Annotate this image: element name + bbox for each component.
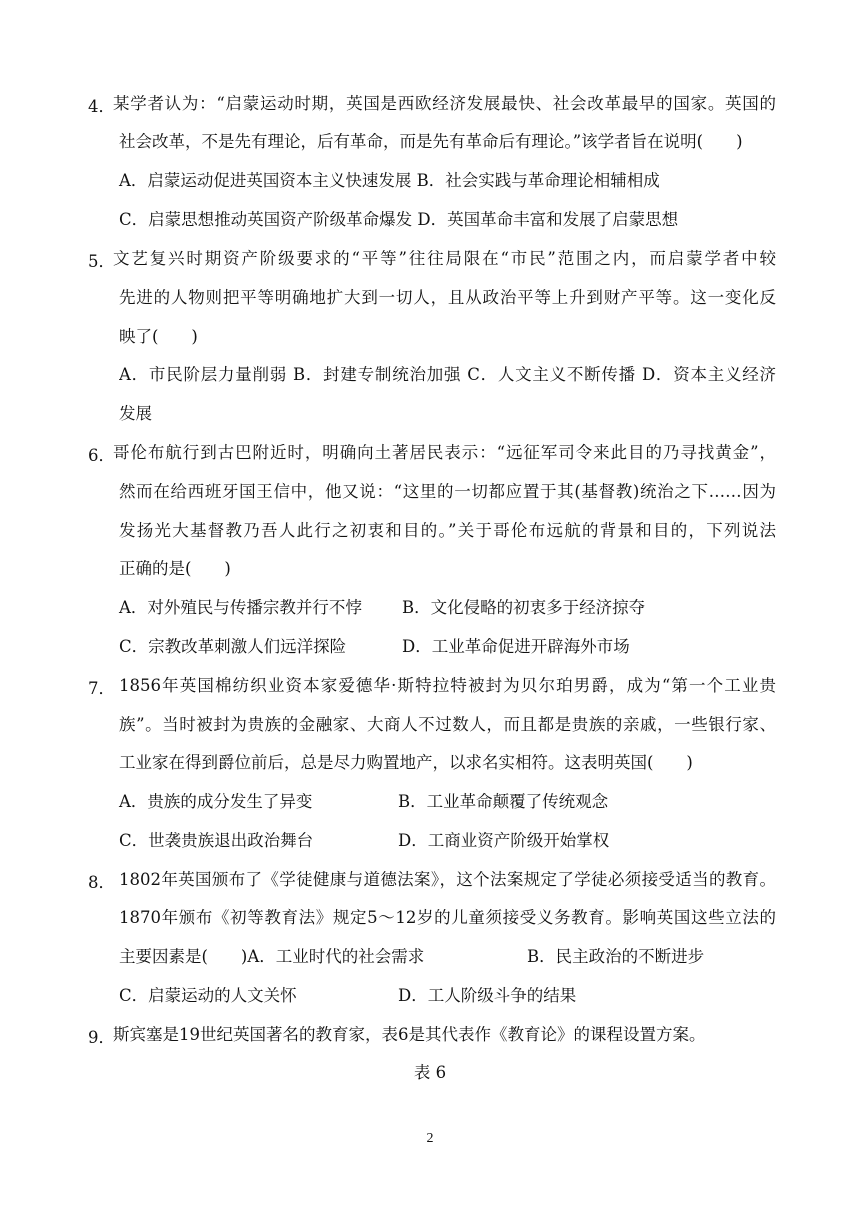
question-7-option-c: C．世袭贵族退出政治舞台 bbox=[119, 831, 314, 850]
question-8-line-2: 1870年颁布《初等教育法》规定5～12岁的儿童须接受义务教育。影响英国这些立法的 bbox=[119, 908, 776, 927]
question-6-option-b: B．文化侵略的初衷多于经济掠夺 bbox=[402, 598, 646, 617]
question-6-line-2: 然而在给西班牙国王信中，他又说：“这里的一切都应置于其(基督教)统治之下……因为 bbox=[119, 482, 776, 501]
question-5-line-3: 映了( ) bbox=[119, 327, 198, 346]
question-5-options-line-1: A．市民阶层力量削弱 B．封建专制统治加强 C．人文主义不断传播 D．资本主义经济 bbox=[119, 365, 776, 384]
question-5-line-2: 先进的人物则把平等明确地扩大到一切人，且从政治平等上升到财产平等。这一变化反 bbox=[119, 288, 776, 307]
page-number: 2 bbox=[426, 1131, 434, 1146]
question-7-line-2: 族”。当时被封为贵族的金融家、大商人不过数人，而且都是贵族的亲戚，一些银行家、 bbox=[119, 715, 776, 734]
question-8-number: 8． bbox=[88, 873, 115, 892]
question-5-options-line-2: 发展 bbox=[119, 404, 152, 423]
question-5-number: 5． bbox=[88, 252, 115, 271]
question-8-line-1: 1802年英国颁布了《学徒健康与道德法案》，这个法案规定了学徒必须接受适当的教育。 bbox=[119, 870, 776, 889]
question-7-option-a: A．贵族的成分发生了异变 bbox=[119, 792, 313, 811]
question-4-number: 4． bbox=[88, 97, 115, 116]
question-5-line-1: 文艺复兴时期资产阶级要求的“平等”往往局限在“市民”范围之内，而启蒙学者中较 bbox=[113, 249, 776, 268]
question-8-line-3: 主要因素是( )A．工业时代的社会需求 bbox=[119, 947, 425, 966]
question-6-line-3: 发扬光大基督教乃吾人此行之初衷和目的。”关于哥伦布远航的背景和目的，下列说法 bbox=[119, 521, 776, 540]
question-7-line-1: 1856年英国棉纺织业资本家爱德华·斯特拉特被封为贝尔珀男爵，成为“第一个工业贵 bbox=[119, 676, 776, 695]
question-4-options-line-1: A．启蒙运动促进英国资本主义快速发展 B．社会实践与革命理论相辅相成 bbox=[119, 171, 660, 190]
question-6-option-c: C．宗教改革刺激人们远洋探险 bbox=[119, 637, 347, 656]
question-8-option-c: C．启蒙运动的人文关怀 bbox=[119, 986, 297, 1005]
question-9-number: 9． bbox=[88, 1028, 115, 1047]
question-6-option-d: D．工业革命促进开辟海外市场 bbox=[402, 637, 630, 656]
question-7-option-d: D．工商业资产阶级开始掌权 bbox=[398, 831, 610, 850]
question-4-line-1: 某学者认为：“启蒙运动时期，英国是西欧经济发展最快、社会改革最早的国家。英国的 bbox=[113, 94, 776, 113]
question-7-line-3: 工业家在得到爵位前后，总是尽力购置地产，以求名实相符。这表明英国( ) bbox=[119, 753, 693, 772]
question-4-options-line-2: C．启蒙思想推动英国资产阶级革命爆发 D．英国革命丰富和发展了启蒙思想 bbox=[119, 210, 679, 229]
question-8-option-b: B．民主政治的不断进步 bbox=[527, 947, 705, 966]
question-4-line-2: 社会改革，不是先有理论，后有革命，而是先有革命后有理论。”该学者旨在说明( ) bbox=[119, 132, 743, 151]
question-6-line-1: 哥伦布航行到古巴附近时，明确向土著居民表示：“远征军司令来此目的乃寻找黄金”， bbox=[113, 443, 776, 462]
question-7-option-b: B．工业革命颠覆了传统观念 bbox=[398, 792, 609, 811]
question-8-option-d: D．工人阶级斗争的结果 bbox=[398, 986, 577, 1005]
table-caption: 表 6 bbox=[413, 1063, 447, 1082]
question-6-option-a: A．对外殖民与传播宗教并行不悖 bbox=[119, 598, 362, 617]
question-6-line-4: 正确的是( ) bbox=[119, 559, 231, 578]
question-6-number: 6． bbox=[88, 446, 115, 465]
question-9-line-1: 斯宾塞是19世纪英国著名的教育家，表6是其代表作《教育论》的课程设置方案。 bbox=[113, 1025, 706, 1044]
question-7-number: 7． bbox=[88, 679, 115, 698]
